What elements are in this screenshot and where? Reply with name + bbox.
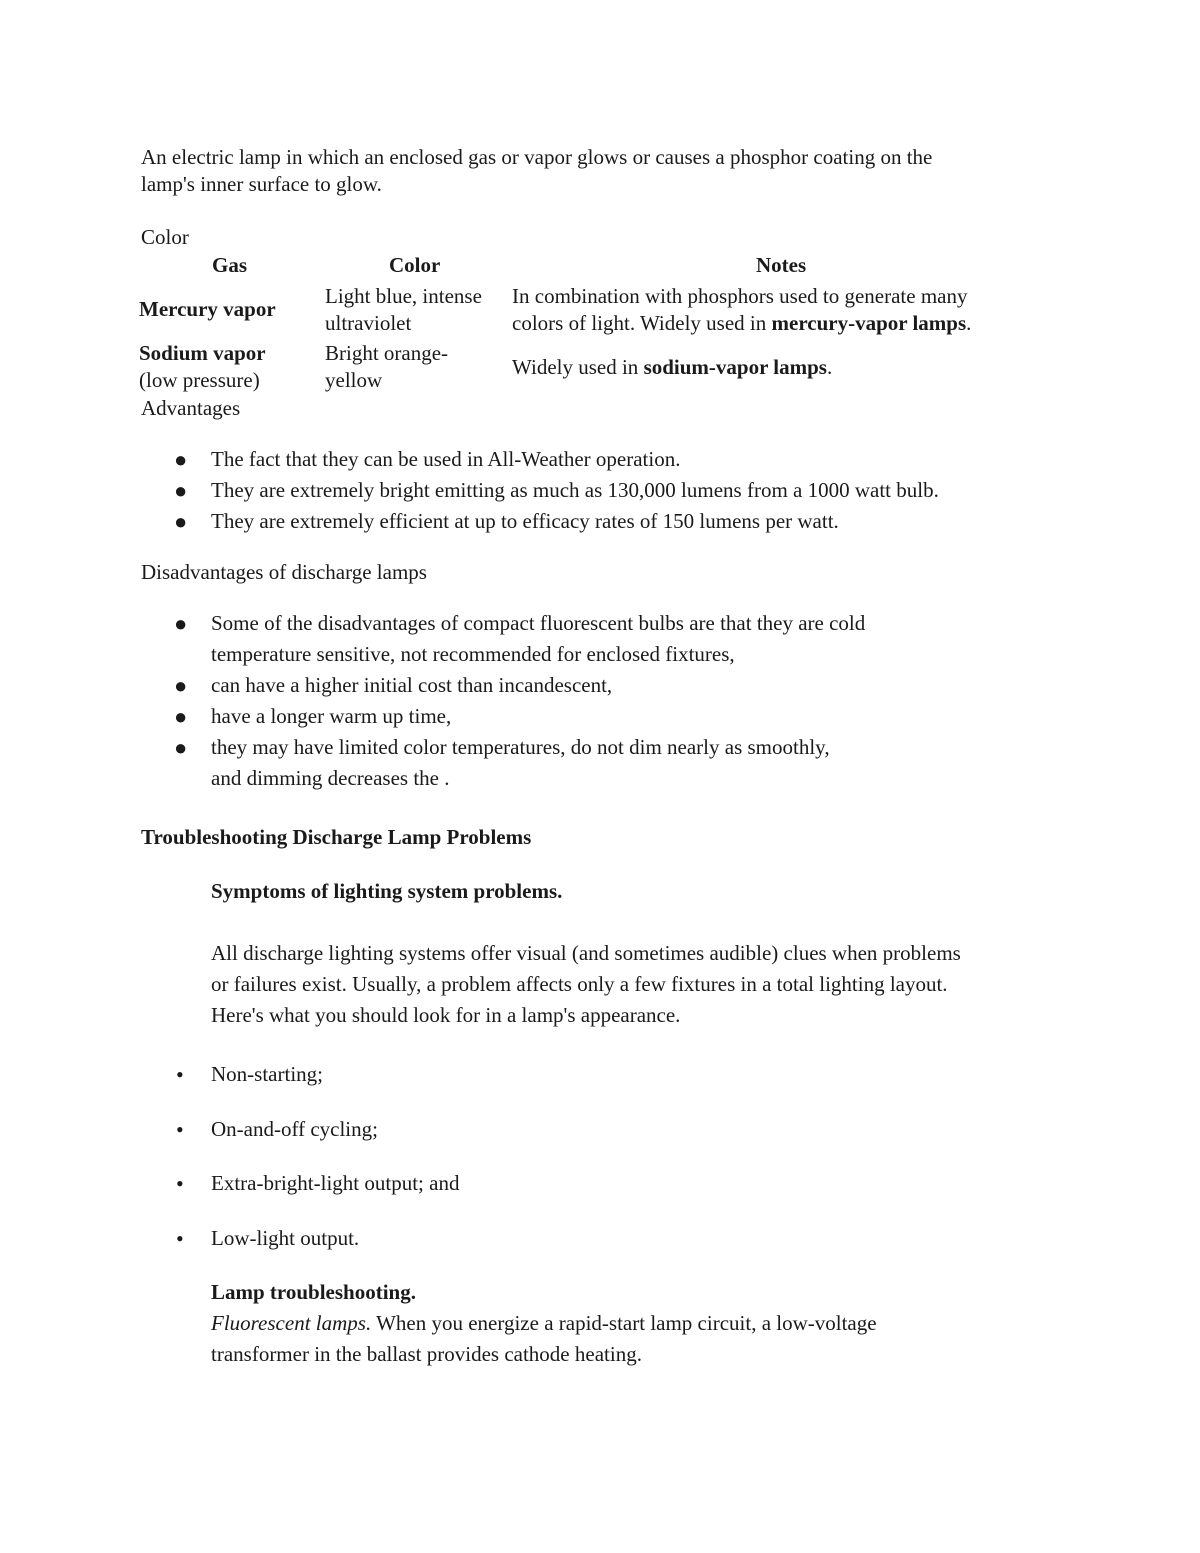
table-row-1-gas: Mercury vapor bbox=[139, 297, 276, 321]
table-row-1-notes-line-2: colors of light. Widely used in mercury-vapor lamps. bbox=[512, 311, 972, 335]
bullet-icon: • bbox=[176, 1171, 184, 1196]
symptom-text: Low-light output. bbox=[211, 1226, 360, 1250]
advantages-label: Advantages bbox=[141, 396, 241, 420]
table-row-2-gas-sub: (low pressure) bbox=[139, 368, 260, 392]
bullet-icon: ● bbox=[174, 673, 188, 698]
symptom-text: Non-starting; bbox=[211, 1062, 323, 1086]
table-row-1-notes-line-1: In combination with phosphors used to generate many bbox=[512, 284, 968, 308]
color-label: Color bbox=[141, 225, 189, 249]
table-header-gas: Gas bbox=[212, 253, 248, 277]
symptom-text: On-and-off cycling; bbox=[211, 1117, 378, 1141]
table-row-2-color-line-1: Bright orange- bbox=[325, 341, 449, 365]
bullet-icon: ● bbox=[174, 611, 188, 636]
bullet-icon: ● bbox=[174, 704, 188, 729]
table-row-2-color-line-2: yellow bbox=[325, 368, 383, 392]
table-row-2-notes: Widely used in sodium-vapor lamps. bbox=[512, 355, 833, 379]
bullet-icon: • bbox=[176, 1117, 184, 1142]
bullet-icon: ● bbox=[174, 447, 188, 472]
table-row-1-color-line-1: Light blue, intense bbox=[325, 284, 482, 308]
table-header-notes: Notes bbox=[756, 253, 807, 277]
table-header-color: Color bbox=[389, 253, 441, 277]
troubleshooting-heading: Troubleshooting Discharge Lamp Problems bbox=[141, 825, 532, 849]
fluorescent-paragraph-line-1: Fluorescent lamps. When you energize a rapid-start lamp circuit, a low-voltage bbox=[211, 1311, 877, 1335]
symptoms-paragraph-line-2: or failures exist. Usually, a problem affects only a few fixtures in a total lighting layout. bbox=[211, 972, 948, 996]
disadvantage-text-line-2: and dimming decreases the . bbox=[211, 766, 450, 790]
advantage-text: They are extremely bright emitting as much as 130,000 lumens from a 1000 watt bulb. bbox=[211, 478, 939, 502]
disadvantage-text-line-1: they may have limited color temperatures, do not dim nearly as smoothly, bbox=[211, 735, 830, 759]
fluorescent-lamps-term: Fluorescent lamps. bbox=[211, 1311, 372, 1335]
intro-line-2: lamp's inner surface to glow. bbox=[141, 172, 382, 196]
symptoms-heading: Symptoms of lighting system problems. bbox=[211, 879, 563, 903]
advantage-text: The fact that they can be used in All-Weather operation. bbox=[211, 447, 681, 471]
table-row-2-gas: Sodium vapor bbox=[139, 341, 266, 365]
bullet-icon: • bbox=[176, 1226, 184, 1251]
bullet-icon: • bbox=[176, 1062, 184, 1087]
bullet-icon: ● bbox=[174, 478, 188, 503]
disadvantage-text-line-1: Some of the disadvantages of compact fluorescent bulbs are that they are cold bbox=[211, 611, 866, 635]
sodium-vapor-lamps-term: sodium-vapor lamps bbox=[643, 355, 827, 379]
intro-line-1: An electric lamp in which an enclosed gas or vapor glows or causes a phosphor coating on the bbox=[141, 145, 933, 169]
symptoms-paragraph-line-3: Here's what you should look for in a lamp's appearance. bbox=[211, 1003, 681, 1027]
table-row-1-color-line-2: ultraviolet bbox=[325, 311, 412, 335]
symptoms-paragraph-line-1: All discharge lighting systems offer visual (and sometimes audible) clues when problems bbox=[211, 941, 961, 965]
disadvantages-label: Disadvantages of discharge lamps bbox=[141, 560, 427, 584]
disadvantage-text-line-2: temperature sensitive, not recommended for enclosed fixtures, bbox=[211, 642, 735, 666]
disadvantage-text-line-1: have a longer warm up time, bbox=[211, 704, 452, 728]
disadvantage-text-line-1: can have a higher initial cost than incandescent, bbox=[211, 673, 613, 697]
advantage-text: They are extremely efficient at up to efficacy rates of 150 lumens per watt. bbox=[211, 509, 839, 533]
symptom-text: Extra-bright-light output; and bbox=[211, 1171, 460, 1195]
bullet-icon: ● bbox=[174, 735, 188, 760]
mercury-vapor-lamps-term: mercury-vapor lamps bbox=[771, 311, 967, 335]
fluorescent-paragraph-line-2: transformer in the ballast provides cathode heating. bbox=[211, 1342, 642, 1366]
lamp-troubleshooting-heading: Lamp troubleshooting. bbox=[211, 1280, 416, 1304]
bullet-icon: ● bbox=[174, 509, 188, 534]
